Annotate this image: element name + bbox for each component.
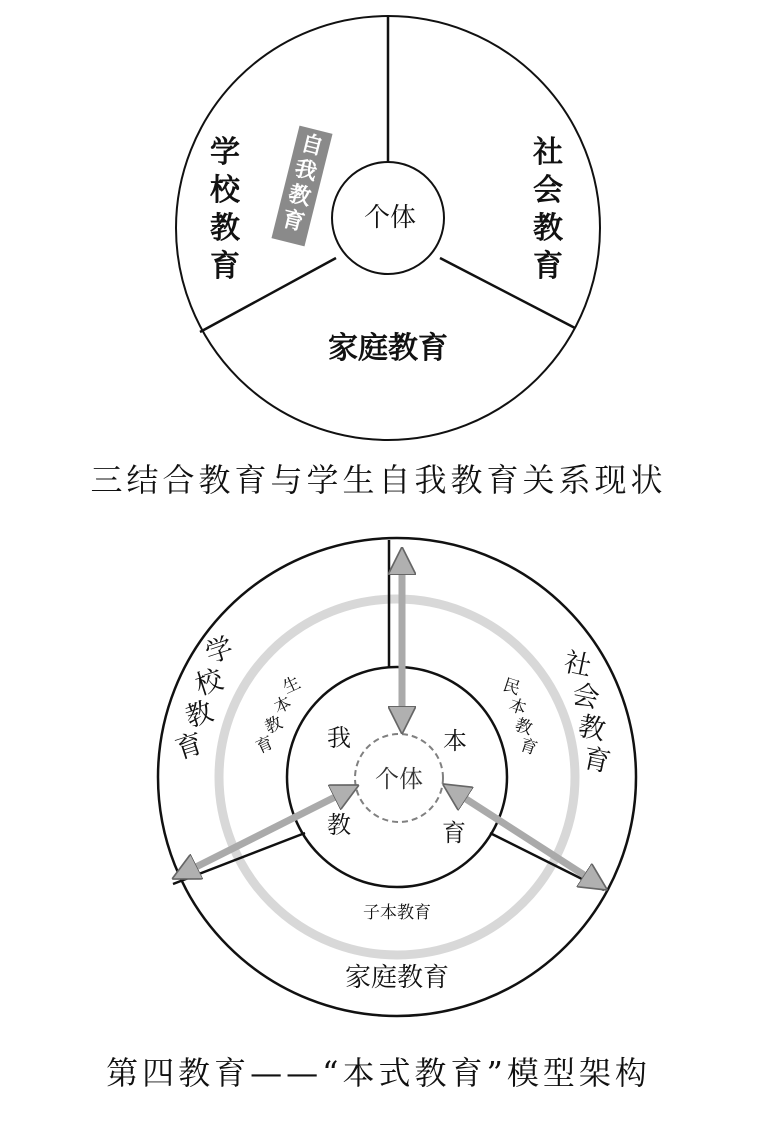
society-char: 社 xyxy=(561,646,595,683)
double-arrow-left xyxy=(182,790,349,874)
inner-right-char: 育 xyxy=(442,819,466,847)
diagram1-caption: 三结合教育与学生自我教育关系现状 xyxy=(90,461,667,499)
inner-right-label xyxy=(442,727,467,847)
school-char: 学 xyxy=(210,135,240,170)
school-education-label xyxy=(210,135,241,284)
student-based-education-label xyxy=(253,673,304,758)
student-based-char: 育 xyxy=(252,732,277,759)
self-char: 自 xyxy=(298,130,326,161)
inner-left-char: 教 xyxy=(327,811,351,839)
family-education-label: 家庭教育 xyxy=(344,963,450,993)
center-label: 个体 xyxy=(363,203,417,233)
society-char: 育 xyxy=(533,249,563,284)
child-based-education-label: 子本教育 xyxy=(363,903,431,923)
people-based-char: 本 xyxy=(506,695,529,720)
self-char: 我 xyxy=(292,156,320,186)
school-char: 教 xyxy=(181,696,218,734)
people-based-char: 教 xyxy=(512,715,535,740)
center-label: 个体 xyxy=(375,765,423,793)
inner-right-char: 本 xyxy=(443,727,467,755)
school-char: 校 xyxy=(191,664,228,702)
self-education-box xyxy=(271,126,332,247)
society-char: 社 xyxy=(533,135,563,170)
society-education-label xyxy=(561,647,613,779)
inner-left-label xyxy=(327,724,351,839)
inner-left-char: 我 xyxy=(327,724,351,752)
student-based-char: 本 xyxy=(270,692,295,719)
student-based-char: 教 xyxy=(261,712,286,739)
self-char: 育 xyxy=(279,206,307,237)
divider-left xyxy=(173,833,305,884)
diagram2-caption: 第四教育——“本式教育”模型架构 xyxy=(106,1054,651,1092)
three-combination-diagram xyxy=(0,0,757,450)
society-char: 教 xyxy=(533,211,563,246)
school-education-label xyxy=(172,632,237,766)
people-based-education-label xyxy=(500,675,539,759)
school-char: 育 xyxy=(171,728,208,766)
people-based-char: 民 xyxy=(500,675,523,700)
family-education-label: 家庭教育 xyxy=(328,331,448,366)
school-char: 育 xyxy=(210,249,240,284)
student-based-char: 生 xyxy=(279,672,304,699)
people-based-char: 育 xyxy=(517,735,540,760)
school-char: 校 xyxy=(210,173,240,208)
self-char: 教 xyxy=(285,181,314,211)
society-char: 会 xyxy=(533,173,563,208)
divider-right xyxy=(490,833,604,890)
fourth-education-model-diagram xyxy=(0,528,757,1038)
society-char: 会 xyxy=(569,678,603,715)
school-char: 学 xyxy=(201,632,238,670)
society-education-label xyxy=(533,135,564,284)
society-char: 教 xyxy=(575,710,609,747)
school-char: 教 xyxy=(210,211,240,246)
society-char: 育 xyxy=(580,742,614,779)
